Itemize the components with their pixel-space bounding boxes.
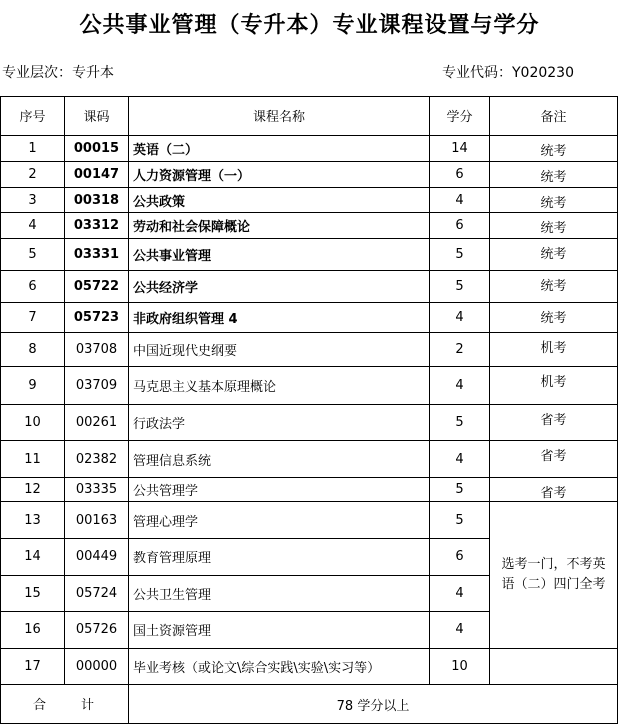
cell-name: 毕业考核（或论文\综合实践\实验\实习等） — [129, 648, 430, 685]
cell-name: 非政府组织管理 4 — [129, 303, 430, 332]
cell-credit: 4 — [430, 612, 490, 649]
cell-seq: 17 — [1, 648, 65, 685]
cell-code: 03709 — [65, 367, 129, 405]
cell-name: 公共经济学 — [129, 270, 430, 303]
table-row — [1, 404, 618, 441]
cell-seq: 16 — [1, 612, 65, 649]
cell-note: 统考 — [490, 303, 618, 332]
cell-code: 00449 — [65, 538, 129, 575]
cell-seq: 12 — [1, 477, 65, 501]
total-value: 78 学分以上 — [129, 685, 618, 724]
table-row — [1, 332, 618, 367]
total-label — [1, 685, 129, 724]
cell-name: 马克思主义基本原理概论 — [129, 367, 430, 405]
cell-credit: 4 — [430, 441, 490, 478]
cell-name: 教育管理原理 — [129, 538, 430, 575]
cell-seq: 11 — [1, 441, 65, 478]
cell-note: 统考 — [490, 270, 618, 303]
cell-seq: 15 — [1, 575, 65, 612]
table-row — [1, 303, 618, 332]
cell-note: 统考 — [490, 188, 618, 212]
cell-code: 05726 — [65, 612, 129, 649]
major-level: 专业层次：专升本 — [2, 65, 114, 81]
cell-code: 05723 — [65, 303, 129, 332]
cell-code: 00163 — [65, 502, 129, 539]
cell-note: 统考 — [490, 239, 618, 271]
cell-note: 机考 — [490, 367, 618, 405]
cell-credit: 4 — [430, 575, 490, 612]
cell-name: 劳动和社会保障概论 — [129, 212, 430, 238]
cell-credit: 5 — [430, 270, 490, 303]
course-table — [0, 96, 618, 724]
cell-name: 中国近现代史纲要 — [129, 332, 430, 367]
cell-credit: 4 — [430, 367, 490, 405]
table-row — [1, 162, 618, 188]
table-row — [1, 502, 618, 539]
cell-note — [490, 648, 618, 685]
cell-name: 英语（二） — [129, 135, 430, 161]
cell-seq: 7 — [1, 303, 65, 332]
cell-note: 省考 — [490, 477, 618, 501]
cell-note: 统考 — [490, 162, 618, 188]
header-note: 备注 — [490, 97, 618, 136]
table-row — [1, 239, 618, 271]
cell-code: 00147 — [65, 162, 129, 188]
cell-note: 机考 — [490, 332, 618, 367]
cell-credit: 6 — [430, 538, 490, 575]
total-row — [1, 685, 618, 724]
cell-note-merged: 选考一门，不考英语（二）四门全考 — [490, 502, 618, 648]
table-row — [1, 270, 618, 303]
total-label-b: 计 — [81, 698, 95, 714]
cell-note: 省考 — [490, 441, 618, 478]
cell-name: 公共管理学 — [129, 477, 430, 501]
cell-credit: 5 — [430, 404, 490, 441]
cell-seq: 10 — [1, 404, 65, 441]
cell-seq: 14 — [1, 538, 65, 575]
table-row — [1, 648, 618, 685]
cell-code: 05722 — [65, 270, 129, 303]
cell-seq: 8 — [1, 332, 65, 367]
cell-credit: 4 — [430, 303, 490, 332]
cell-seq: 3 — [1, 188, 65, 212]
cell-credit: 6 — [430, 162, 490, 188]
header-seq: 序号 — [1, 97, 65, 136]
cell-credit: 5 — [430, 239, 490, 271]
cell-name: 管理心理学 — [129, 502, 430, 539]
table-row — [1, 441, 618, 478]
cell-credit: 14 — [430, 135, 490, 161]
cell-code: 03312 — [65, 212, 129, 238]
cell-code: 03335 — [65, 477, 129, 501]
header-credit: 学分 — [430, 97, 490, 136]
cell-code: 03708 — [65, 332, 129, 367]
cell-code: 00318 — [65, 188, 129, 212]
cell-credit: 5 — [430, 477, 490, 501]
cell-seq: 5 — [1, 239, 65, 271]
cell-code: 00261 — [65, 404, 129, 441]
cell-seq: 13 — [1, 502, 65, 539]
cell-code: 00000 — [65, 648, 129, 685]
cell-seq: 4 — [1, 212, 65, 238]
cell-credit: 5 — [430, 502, 490, 539]
cell-note: 统考 — [490, 135, 618, 161]
cell-name: 国土资源管理 — [129, 612, 430, 649]
cell-code: 02382 — [65, 441, 129, 478]
table-row — [1, 212, 618, 238]
cell-name: 公共政策 — [129, 188, 430, 212]
table-row — [1, 135, 618, 161]
cell-note: 省考 — [490, 404, 618, 441]
major-code: 专业代码：Y020230 — [442, 65, 574, 81]
cell-credit: 6 — [430, 212, 490, 238]
page-title: 公共事业管理（专升本）专业课程设置与学分 — [79, 13, 540, 38]
cell-credit: 4 — [430, 188, 490, 212]
cell-name: 公共卫生管理 — [129, 575, 430, 612]
cell-note: 统考 — [490, 212, 618, 238]
cell-code: 05724 — [65, 575, 129, 612]
header-code: 课码 — [65, 97, 129, 136]
cell-credit: 2 — [430, 332, 490, 367]
cell-seq: 6 — [1, 270, 65, 303]
cell-name: 人力资源管理（一） — [129, 162, 430, 188]
cell-seq: 2 — [1, 162, 65, 188]
cell-name: 公共事业管理 — [129, 239, 430, 271]
table-row — [1, 188, 618, 212]
cell-code: 00015 — [65, 135, 129, 161]
cell-name: 行政法学 — [129, 404, 430, 441]
cell-seq: 9 — [1, 367, 65, 405]
header-name: 课程名称 — [129, 97, 430, 136]
cell-code: 03331 — [65, 239, 129, 271]
cell-credit: 10 — [430, 648, 490, 685]
cell-name: 管理信息系统 — [129, 441, 430, 478]
table-header-row — [1, 97, 618, 136]
table-row — [1, 477, 618, 501]
table-row — [1, 367, 618, 405]
cell-seq: 1 — [1, 135, 65, 161]
total-label-a: 合 — [33, 698, 47, 714]
